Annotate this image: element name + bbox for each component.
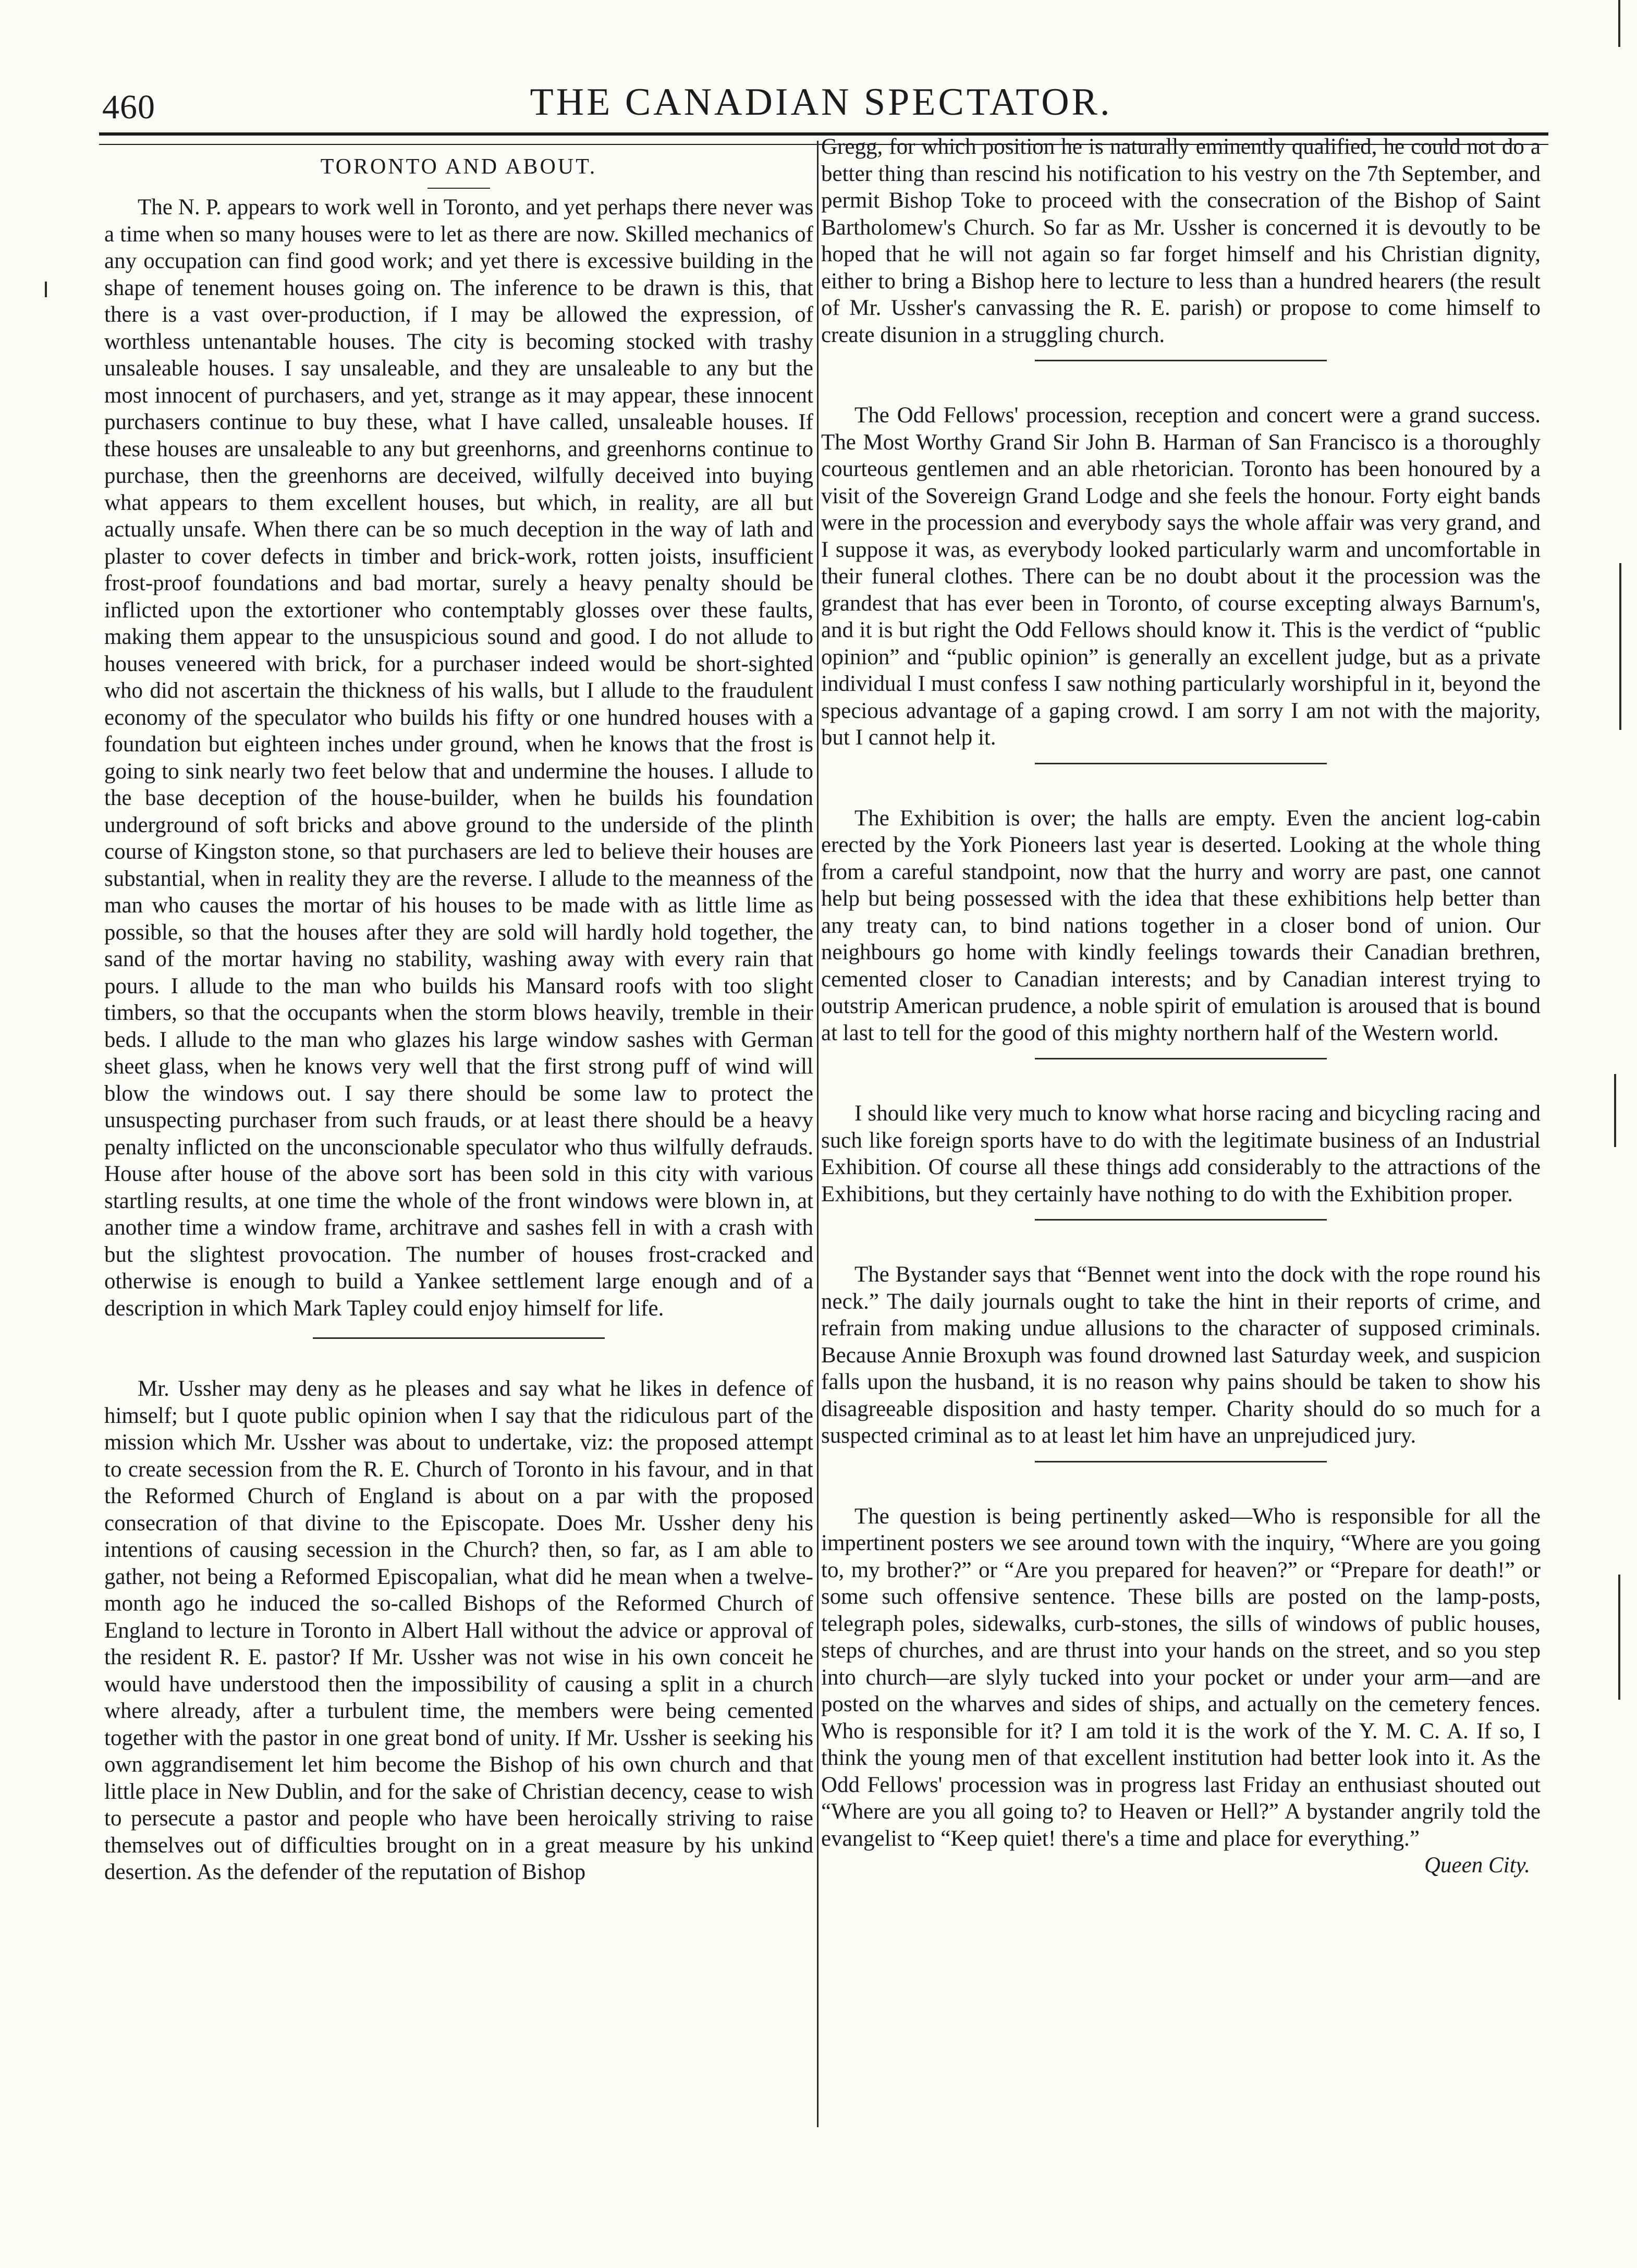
article-paragraph: Gregg, for which position he is naturally eminently qualified, he could not do a better thing than rescind his notification to his vestry on the 7th September, and permit Bishop Toke to proceed with the consecration of the Bishop of Saint Bartholomew's Church. So far as Mr. Ussher is concerned it is devoutly to be hoped that he will not again so far forget himself and his Christian dignity, either to bring a Bishop here to lecture to less than a hundred hearers (the result of Mr. Ussher's canvassing the R. E. parish) or propose to come himself to create disunion in a struggling church. — [821, 137, 1541, 347]
article-paragraph: The Exhibition is over; the halls are empty. Even the ancient log-cabin erected by the York Pioneers last year is deserted. Looking at the whole thing from a careful standpoint, now that the hurry and worry are past, one cannot help but being possessed with the idea that these exhibitions help better than any treaty can, to bind nations together in a closer bond of union. Our neighbours go home with kindly feelings towards their Canadian brethren, cemented closer to Canadian interests; and by Canadian interest trying to outstrip American prudence, a noble spirit of emulation is aroused that is bound at last to tell for the good of this mighty northern half of the Western world. — [821, 806, 1541, 1045]
section-separator — [1035, 1219, 1327, 1221]
margin-mark — [1618, 0, 1620, 47]
right-column — [821, 137, 1541, 2123]
masthead: THE CANADIAN SPECTATOR. — [530, 81, 1113, 124]
article-paragraph: The N. P. appears to work well in Toronto, and yet perhaps there never was a time when so many houses were to let as there are now. Skilled mechanics of any occupation can find good work; and yet there is excessive building in the shape of tenement houses going on. The inference to be drawn is this, that there is a vast over-production, if I may be allowed the expression, of worthless untenantable houses. The city is becoming stocked with trashy unsaleable houses. I say unsaleable, and they are unsaleable to any but the most innocent of purchasers, and yet, strange as it may appear, these innocent purchasers continue to buy these, what I have called, unsaleable houses. If these houses are unsaleable to any but greenhorns, and greenhorns continue to purchase, then the greenhorns are deceived, wilfully deceived into buying what appears to them excellent houses, but which, in reality, are all but actually unsafe. When there can be so much deception in the way of lath and plaster to cover defects in timber and brick-work, rotten joists, insufficient frost-proof foundations and bad mortar, surely a heavy penalty should be inflicted upon the extortioner who contemptably glosses over these faults, making them appear to the unsuspicious sound and good. I do not allude to houses veneered with brick, for a purchaser indeed would be short-sighted who did not ascertain the thickness of his walls, but I allude to the fraudulent economy of the speculator who builds his fifty or one hundred houses with a foundation but eighteen inches under ground, when he knows that the frost is going to sink nearly two feet below that and undermine the houses. I allude to the base deception of the house-builder, when he builds his foundation underground of soft bricks and above ground to the underside of the plinth course of Kingston stone, so that purchasers are led to believe their houses are substantial, when in reality they are the reverse. I allude to the meanness of the man who causes the mortar of his houses to be made with as little lime as possible, so that the houses after they are sold will hardly hold together, the sand of the mortar having no stability, washing away with every rain that pours. I allude to the man who builds his Mansard roofs with too slight timbers, so that the occupants when the storm blows heavily, tremble in their beds. I allude to the man who glazes his large window sashes with German sheet glass, when he knows very well that the first strong puff of wind will blow the windows out. I say there should be some law to protect the unsuspecting purchaser from such frauds, or at least there should be a heavy penalty inflicted on the unconscionable speculator who thus wilfully defrauds. House after house of the above sort has been sold in this city with various startling results, at one time the whole of the front windows were blown in, at another time a window frame, architrave and sashes fell in with a crash with but the slightest provocation. The number of houses frost-cracked and otherwise is enough to build a Yankee settlement large enough and of a description in which Mark Tapley could enjoy himself for life. — [104, 195, 813, 1321]
title-rule — [427, 188, 490, 189]
left-column — [104, 137, 813, 2123]
section-separator — [1035, 1461, 1327, 1462]
article-paragraph: The Odd Fellows' procession, reception and concert were a grand success. The Most Worthy Grand Sir John B. Harman of San Francisco is a thoroughly courteous gentlemen and an able rhetorician. Toronto has been honoured by a visit of the Sovereign Grand Lodge and she feels the honour. Forty eight bands were in the procession and everybody says the whole affair was very grand, and I suppose it was, as everybody looked particularly warm and uncomfortable in their funeral clothes. There can be no doubt about it the procession was the grandest that has ever been in Toronto, of course excepting always Barnum's, and it is but right the Odd Fellows should know it. This is the verdict of “public opinion” and “public opinion” is generally an excellent judge, but as a private individual I must confess I saw nothing particularly worshipful in it, beyond the specious advantage of a gaping crowd. I am sorry I am not with the majority, but I cannot help it. — [821, 403, 1541, 750]
article-title: TORONTO AND ABOUT. — [320, 155, 597, 179]
page-number: 460 — [102, 88, 155, 126]
article-paragraph: I should like very much to know what horse racing and bicycling racing and such like foreign sports have to do with the legitimate business of an Industrial Exhibition. Of course all these things add considerably to the attractions of the Exhibitions, but they certainly have nothing to do with the Exhibition proper. — [821, 1101, 1541, 1206]
section-separator — [1035, 763, 1327, 764]
column-rule — [817, 141, 819, 2127]
margin-mark — [1619, 563, 1621, 730]
margin-mark — [1618, 1575, 1620, 1700]
article-paragraph: Mr. Ussher may deny as he pleases and say what he likes in defence of himself; but I quote public opinion when I say that the ridiculous part of the mission which Mr. Ussher was about to undertake, viz: the proposed attempt to create secession from the R. E. Church of Toronto in his favour, and in that the Reformed Church of England is about on a par with the proposed consecration of that divine to the Episcopate. Does Mr. Ussher deny his intentions of causing secession in the Church? then, so far, as I am able to gather, not being a Reformed Episcopalian, what did he mean when a twelve-month ago he induced the so-called Bishops of the Reformed Church of England to lecture in Toronto in Albert Hall without the advice or approval of the resident R. E. pastor? If Mr. Ussher was not wise in his own conceit he would have understood then the impossibility of causing a split in a church where already, after a turbulent time, the members were being cemented together with the pastor in one great bond of unity. If Mr. Ussher is seeking his own aggrandisement let him become the Bishop of his own church and that little place in New Dublin, and for the sake of Christian decency, cease to wish to persecute a pastor and people who have been heroically striving to raise themselves out of difficulties brought on in a great measure by his unkind desertion. As the defender of the reputation of Bishop — [104, 1376, 813, 1884]
section-separator — [313, 1337, 605, 1339]
section-separator — [1035, 1058, 1327, 1059]
margin-mark — [1614, 1074, 1616, 1147]
article-paragraph: The Bystander says that “Bennet went into the dock with the rope round his neck.” The daily journals ought to take the hint in their reports of crime, and refrain from making undue allusions to the character of supposed criminals. Because Annie Broxuph was found drowned last Saturday week, and suspicion falls upon the husband, it is no reason why pains should be taken to show his disagreeable disposition and hasty temper. Charity should do so much for a suspected criminal as to at least let him have an unprejudiced jury. — [821, 1262, 1541, 1448]
margin-mark — [45, 282, 47, 297]
signature: Queen City. — [1424, 1853, 1530, 1877]
section-separator — [1035, 360, 1327, 361]
page-header — [99, 77, 1543, 135]
article-paragraph-last — [821, 1503, 1541, 1877]
article-paragraph-text: The question is being pertinently asked—Who is responsible for all the impertinent posters we see around town with the inquiry, “Where are you going to, my brother?” or “Are you prepared for heaven?” or “Prepare for death!” or some such offensive sentence. These bills are posted on the lamp-posts, telegraph poles, sidewalks, curb-stones, the sills of windows of public houses, steps of churches, and are thrust into your hands on the street, and so you step into church—are slyly tucked into your pocket or under your arm—and are posted on the wharves and sides of ships, and actually on the cemetery fences. Who is responsible for it? I am told it is the work of the Y. M. C. A. If so, I think the young men of that excellent institution had better look into it. As the Odd Fellows' procession was in progress last Friday an enthusiast shouted out “Where are you all going to? to Heaven or Hell?” A bystander angrily told the evangelist to “Keep quiet! there's a time and place for everything.” — [821, 1504, 1541, 1851]
